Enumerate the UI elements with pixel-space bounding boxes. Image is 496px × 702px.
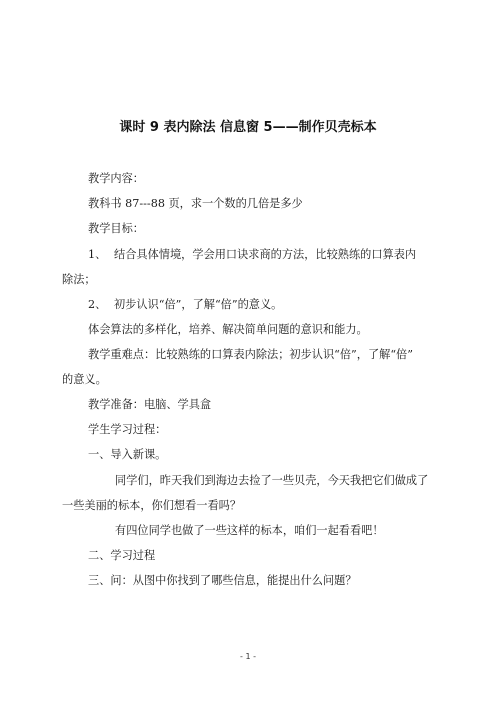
goal-2-text: 初步认识“倍”，了解“倍”的意义。 <box>114 298 283 311</box>
goal-2 <box>88 297 282 313</box>
teaching-content-label: 教学内容： <box>88 172 144 185</box>
learning-process-label: 学生学习过程： <box>88 423 167 436</box>
intro-paragraph-2: 有四位同学也做了一些这样的标本，咱们一起看看吧！ <box>115 524 384 537</box>
page-number: - 1 - <box>240 652 256 661</box>
section-2-heading: 二、学习过程 <box>88 549 156 562</box>
section-3-heading: 三、问：从图中你找到了哪些信息，能提出什么问题？ <box>88 574 357 587</box>
goal-3-text: 体会算法的多样化，培养、解决简单问题的意识和能力。 <box>88 323 368 336</box>
key-points-text: 教学重难点：比较熟练的口算表内除法；初步认识“倍”，了解“倍” <box>88 348 413 361</box>
goal-1 <box>88 247 416 263</box>
teaching-goals-label: 教学目标： <box>88 222 144 235</box>
goal-1-continued: 除法； <box>62 273 96 286</box>
goal-2-number: 2、 <box>88 298 107 311</box>
teaching-content-text: 教科书 87---88 页，求一个数的几倍是多少 <box>88 197 303 210</box>
intro-paragraph-continued: 一些美丽的标本，你们想看一看吗？ <box>62 499 242 512</box>
section-1-heading: 一、导入新课。 <box>88 448 167 461</box>
key-points-continued: 的意义。 <box>62 373 107 386</box>
goal-1-text: 结合具体情境，学会用口诀求商的方法，比较熟练的口算表内 <box>114 248 417 261</box>
goal-1-number: 1、 <box>88 248 107 261</box>
preparation-text: 教学准备：电脑、学具盒 <box>88 398 212 411</box>
intro-paragraph: 同学们，昨天我们到海边去捡了一些贝壳，今天我把它们做成了 <box>115 474 429 487</box>
lesson-title: 课时 9 表内除法 信息窗 5——制作贝壳标本 <box>119 120 377 135</box>
